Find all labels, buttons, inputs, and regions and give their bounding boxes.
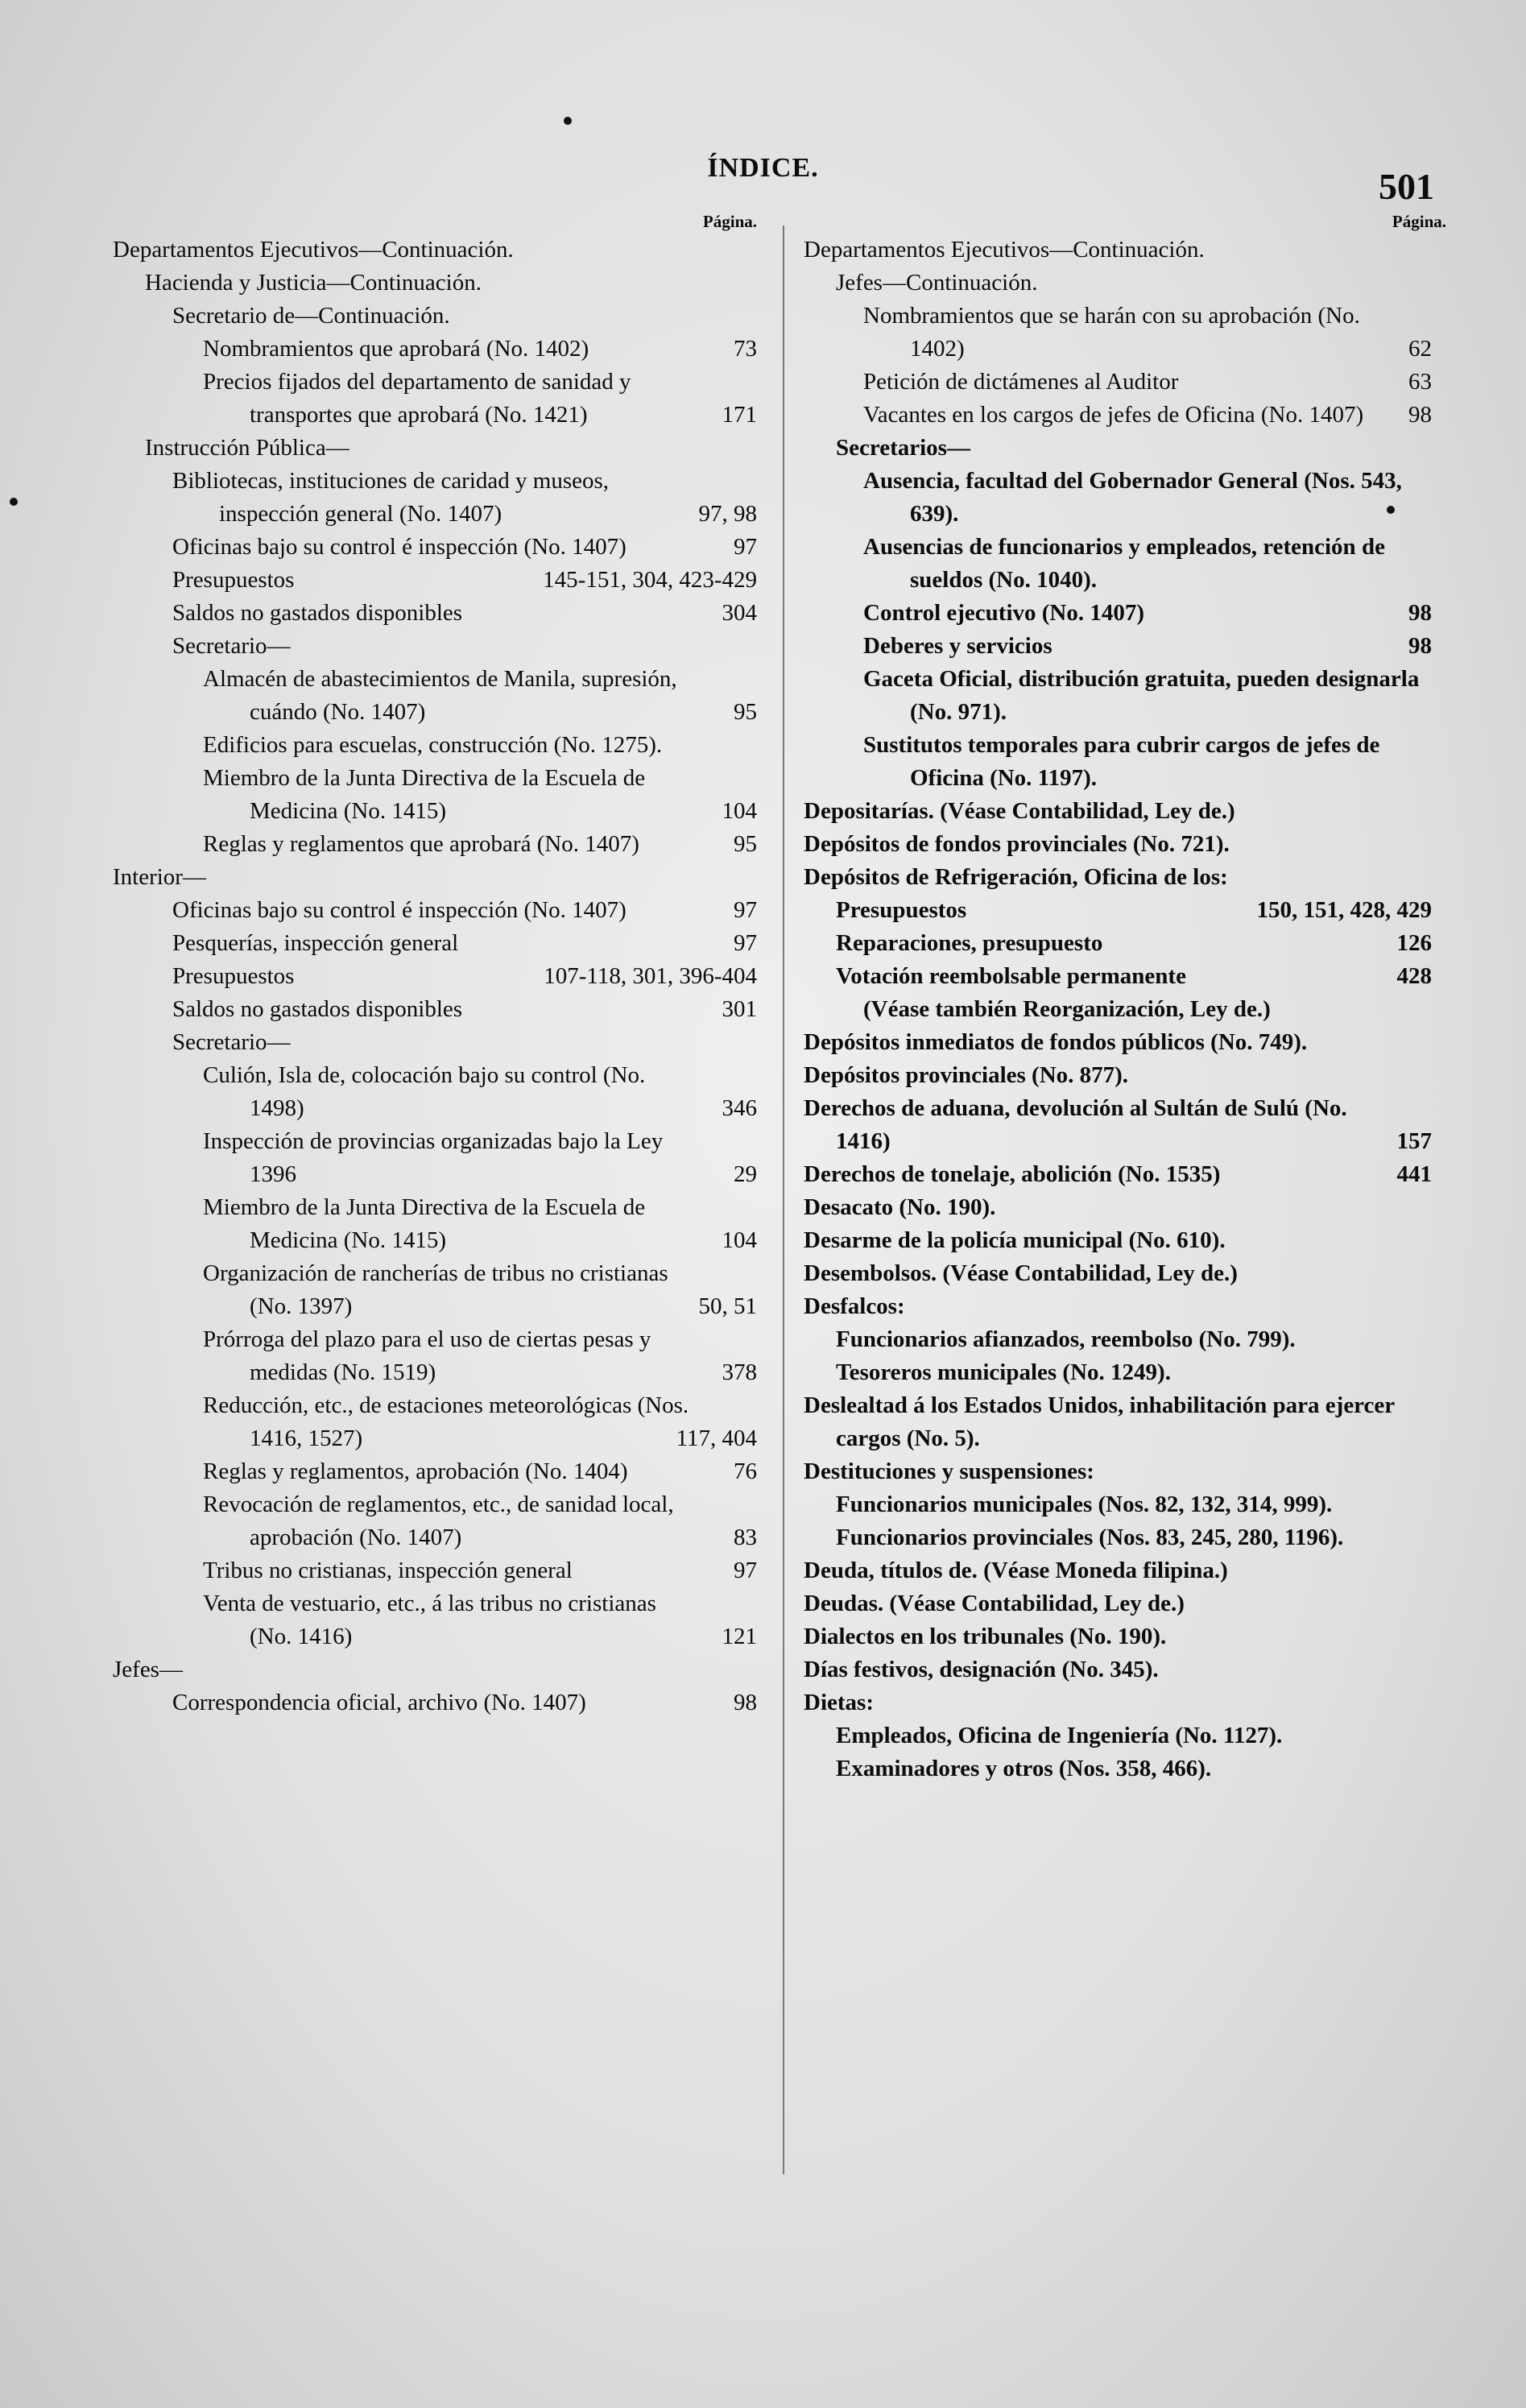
entry-text: Ausencia, facultad del Gobernador General (Nos. 543, 639). bbox=[863, 468, 1402, 527]
index-entry bbox=[804, 630, 1432, 663]
index-entry bbox=[113, 663, 757, 729]
entry-page-ref: 150, 151, 428, 429 bbox=[1256, 897, 1432, 923]
entry-text: Gaceta Oficial, distribución gratuita, pueden designarla (No. 971). bbox=[863, 666, 1420, 725]
entry-page-ref: 346 bbox=[722, 1095, 757, 1121]
ink-spot bbox=[10, 498, 18, 506]
entry-text: Ausencias de funcionarios y empleados, retención de sueldos (No. 1040). bbox=[863, 534, 1385, 593]
entry-page-ref: 62 bbox=[1408, 336, 1432, 362]
index-entry bbox=[804, 927, 1432, 960]
entry-page-ref: 378 bbox=[722, 1359, 757, 1385]
ink-spot bbox=[1387, 506, 1395, 514]
entry-text: Destituciones y suspensiones: bbox=[804, 1458, 1094, 1484]
entry-page-ref: 441 bbox=[1396, 1161, 1432, 1187]
index-entry bbox=[113, 1323, 757, 1389]
index-entry bbox=[804, 1719, 1432, 1752]
index-entry bbox=[804, 894, 1432, 927]
index-entry bbox=[804, 300, 1432, 366]
index-entry bbox=[804, 399, 1432, 432]
entry-page-ref: 97, 98 bbox=[698, 501, 757, 527]
entry-text: Culión, Isla de, colocación bajo su control (No. 1498) bbox=[203, 1062, 646, 1121]
entry-page-ref: 98 bbox=[1408, 633, 1432, 659]
index-entry bbox=[113, 1125, 757, 1191]
entry-page-ref: 29 bbox=[734, 1161, 757, 1187]
entry-text: Pesquerías, inspección general bbox=[172, 930, 459, 956]
entry-text: Secretario— bbox=[172, 1029, 291, 1055]
entry-text: Deberes y servicios bbox=[863, 633, 1052, 659]
entry-text: Venta de vestuario, etc., á las tribus no cristianas (No. 1416) bbox=[203, 1591, 656, 1649]
index-entry bbox=[113, 1686, 757, 1719]
entry-page-ref: 117, 404 bbox=[676, 1425, 757, 1451]
index-entry bbox=[113, 531, 757, 564]
entry-page-ref: 73 bbox=[734, 336, 757, 362]
index-entry bbox=[804, 1389, 1432, 1455]
index-entry bbox=[804, 663, 1432, 729]
index-entry bbox=[113, 927, 757, 960]
index-entry bbox=[804, 795, 1432, 828]
entry-text: Examinadores y otros (Nos. 358, 466). bbox=[836, 1756, 1212, 1781]
column-divider bbox=[783, 225, 784, 2174]
entry-text: Jefes— bbox=[113, 1657, 183, 1682]
entry-text: Control ejecutivo (No. 1407) bbox=[863, 600, 1145, 626]
entry-text: Departamentos Ejecutivos—Continuación. bbox=[113, 237, 514, 263]
index-entry bbox=[804, 1026, 1432, 1059]
index-entry bbox=[804, 1587, 1432, 1620]
entry-text: Funcionarios provinciales (Nos. 83, 245, 280, 1196). bbox=[836, 1525, 1344, 1550]
entry-text: Votación reembolsable permanente bbox=[836, 963, 1186, 989]
entry-text: Jefes—Continuación. bbox=[836, 270, 1038, 296]
pagina-label: Página. bbox=[702, 212, 757, 231]
index-column-right bbox=[804, 209, 1446, 1785]
index-entry bbox=[804, 1752, 1432, 1785]
entry-page-ref: 98 bbox=[734, 1690, 757, 1715]
index-entry bbox=[113, 1587, 757, 1653]
index-entry bbox=[113, 1059, 757, 1125]
entry-text: Inspección de provincias organizadas bajo la Ley 1396 bbox=[203, 1128, 664, 1187]
entry-page-ref: 97 bbox=[734, 1558, 757, 1583]
entry-text: Depósitos provinciales (No. 877). bbox=[804, 1062, 1129, 1088]
index-entry bbox=[113, 993, 757, 1026]
index-entry bbox=[804, 1257, 1432, 1290]
entry-page-ref: 126 bbox=[1396, 930, 1432, 956]
index-entry bbox=[113, 630, 757, 663]
index-entry bbox=[804, 729, 1432, 795]
index-entry bbox=[113, 1488, 757, 1554]
entry-page-ref: 97 bbox=[734, 534, 757, 560]
entry-text: Interior— bbox=[113, 864, 206, 890]
entry-text: Desarme de la policía municipal (No. 610). bbox=[804, 1227, 1226, 1253]
entry-text: Derechos de tonelaje, abolición (No. 1535) bbox=[804, 1161, 1221, 1187]
entry-text: Reducción, etc., de estaciones meteorológicas (Nos. 1416, 1527) bbox=[203, 1392, 689, 1451]
entry-text: Funcionarios afianzados, reembolso (No. 799). bbox=[836, 1326, 1296, 1352]
entry-text: Tesoreros municipales (No. 1249). bbox=[836, 1359, 1171, 1385]
index-entry bbox=[804, 1686, 1432, 1719]
index-entry bbox=[804, 1092, 1432, 1158]
entry-text: Miembro de la Junta Directiva de la Escuela de Medicina (No. 1415) bbox=[203, 1194, 646, 1253]
index-entry bbox=[804, 234, 1432, 267]
entry-page-ref: 97 bbox=[734, 930, 757, 956]
entry-text: Deslealtad á los Estados Unidos, inhabilitación para ejercer cargos (No. 5). bbox=[804, 1392, 1395, 1451]
index-entry bbox=[113, 597, 757, 630]
entry-text: Secretario de—Continuación. bbox=[172, 303, 450, 329]
entry-text: Oficinas bajo su control é inspección (No. 1407) bbox=[172, 534, 627, 560]
entry-page-ref: 157 bbox=[1396, 1128, 1432, 1154]
index-entry bbox=[804, 1488, 1432, 1521]
entry-text: Empleados, Oficina de Ingeniería (No. 1127). bbox=[836, 1723, 1283, 1748]
entry-text: Reglas y reglamentos, aprobación (No. 1404) bbox=[203, 1458, 628, 1484]
entry-page-ref: 98 bbox=[1408, 600, 1432, 626]
index-entry bbox=[804, 1455, 1432, 1488]
entry-text: Días festivos, designación (No. 345). bbox=[804, 1657, 1159, 1682]
entry-page-ref: 50, 51 bbox=[698, 1293, 757, 1319]
entry-text: Edificios para escuelas, construcción (No. 1275). bbox=[203, 732, 663, 758]
entry-text: Organización de rancherías de tribus no cristianas (No. 1397) bbox=[203, 1260, 668, 1319]
entry-page-ref: 304 bbox=[722, 600, 757, 626]
entry-text: Saldos no gastados disponibles bbox=[172, 600, 463, 626]
index-entry bbox=[804, 366, 1432, 399]
entry-text: Correspondencia oficial, archivo (No. 1407) bbox=[172, 1690, 586, 1715]
index-entry bbox=[804, 1521, 1432, 1554]
entry-page-ref: 104 bbox=[722, 1227, 757, 1253]
index-entry bbox=[804, 1653, 1432, 1686]
index-entry bbox=[804, 1224, 1432, 1257]
entry-text: (Véase también Reorganización, Ley de.) bbox=[863, 996, 1271, 1022]
entry-page-ref: 121 bbox=[722, 1624, 757, 1649]
index-entry bbox=[804, 828, 1432, 861]
index-entry bbox=[804, 1323, 1432, 1356]
index-entry bbox=[804, 1620, 1432, 1653]
running-head: ÍNDICE. bbox=[707, 153, 819, 183]
index-entry bbox=[113, 1389, 757, 1455]
index-entry bbox=[804, 597, 1432, 630]
entry-text: Dialectos en los tribunales (No. 190). bbox=[804, 1624, 1167, 1649]
pagina-label: Página. bbox=[1392, 212, 1446, 231]
index-entry bbox=[804, 1158, 1432, 1191]
entry-text: Miembro de la Junta Directiva de la Escuela de Medicina (No. 1415) bbox=[203, 765, 646, 824]
index-entry bbox=[804, 960, 1432, 993]
ink-spot bbox=[564, 117, 572, 125]
entry-text: Reglas y reglamentos que aprobará (No. 1407) bbox=[203, 831, 639, 857]
index-entry bbox=[113, 762, 757, 828]
index-entry bbox=[113, 894, 757, 927]
entry-page-ref: 83 bbox=[734, 1525, 757, 1550]
entry-list bbox=[804, 234, 1432, 1785]
index-entry bbox=[113, 300, 757, 333]
index-entry bbox=[113, 1026, 757, 1059]
entry-text: Derechos de aduana, devolución al Sultán de Sulú (No. 1416) bbox=[804, 1095, 1347, 1154]
entry-page-ref: 171 bbox=[722, 402, 757, 428]
entry-text: Depósitos inmediatos de fondos públicos (No. 749). bbox=[804, 1029, 1308, 1055]
entry-text: Reparaciones, presupuesto bbox=[836, 930, 1103, 956]
entry-page-ref: 95 bbox=[734, 831, 757, 857]
entry-text: Instrucción Pública— bbox=[145, 435, 349, 461]
index-entry bbox=[804, 1290, 1432, 1323]
entry-page-ref: 95 bbox=[734, 699, 757, 725]
index-entry bbox=[113, 366, 757, 432]
entry-text: Depositarías. (Véase Contabilidad, Ley de.) bbox=[804, 798, 1235, 824]
entry-text: Nombramientos que se harán con su aprobación (No. 1402) bbox=[863, 303, 1360, 362]
entry-page-ref: 104 bbox=[722, 798, 757, 824]
entry-text: Sustitutos temporales para cubrir cargos de jefes de Oficina (No. 1197). bbox=[863, 732, 1380, 791]
index-entry bbox=[804, 465, 1432, 531]
entry-text: Desembolsos. (Véase Contabilidad, Ley de.) bbox=[804, 1260, 1238, 1286]
index-entry bbox=[113, 465, 757, 531]
index-column-left bbox=[113, 209, 757, 1719]
index-entry bbox=[113, 1257, 757, 1323]
entry-page-ref: 76 bbox=[734, 1458, 757, 1484]
entry-text: Presupuestos bbox=[172, 567, 295, 593]
index-entry bbox=[113, 1653, 757, 1686]
entry-text: Bibliotecas, instituciones de caridad y museos, inspección general (No. 1407) bbox=[172, 468, 610, 527]
index-entry bbox=[804, 1059, 1432, 1092]
entry-page-ref: 301 bbox=[722, 996, 757, 1022]
index-entry bbox=[804, 1191, 1432, 1224]
index-entry bbox=[804, 1554, 1432, 1587]
entry-text: Vacantes en los cargos de jefes de Oficina (No. 1407) bbox=[863, 402, 1364, 428]
entry-text: Secretario— bbox=[172, 633, 291, 659]
entry-text: Departamentos Ejecutivos—Continuación. bbox=[804, 237, 1205, 263]
index-entry bbox=[113, 234, 757, 267]
entry-page-ref: 428 bbox=[1396, 963, 1432, 989]
entry-text: Deuda, títulos de. (Véase Moneda filipina.) bbox=[804, 1558, 1228, 1583]
entry-page-ref: 145-151, 304, 423-429 bbox=[543, 567, 757, 593]
entry-text: Depósitos de fondos provinciales (No. 721). bbox=[804, 831, 1230, 857]
entry-text: Precios fijados del departamento de sanidad y transportes que aprobará (No. 1421) bbox=[203, 369, 631, 428]
index-entry bbox=[113, 432, 757, 465]
index-entry bbox=[804, 1356, 1432, 1389]
index-entry bbox=[113, 729, 757, 762]
entry-text: Depósitos de Refrigeración, Oficina de los: bbox=[804, 864, 1228, 890]
entry-text: Tribus no cristianas, inspección general bbox=[203, 1558, 573, 1583]
index-entry bbox=[804, 993, 1432, 1026]
entry-page-ref: 63 bbox=[1408, 369, 1432, 395]
entry-text: Desfalcos: bbox=[804, 1293, 905, 1319]
index-entry bbox=[113, 333, 757, 366]
entry-text: Deudas. (Véase Contabilidad, Ley de.) bbox=[804, 1591, 1185, 1616]
entry-text: Nombramientos que aprobará (No. 1402) bbox=[203, 336, 589, 362]
entry-text: Petición de dictámenes al Auditor bbox=[863, 369, 1179, 395]
index-entry bbox=[113, 267, 757, 300]
index-entry bbox=[113, 1455, 757, 1488]
entry-text: Funcionarios municipales (Nos. 82, 132, 314, 999). bbox=[836, 1492, 1333, 1517]
page-number: 501 bbox=[1379, 166, 1434, 207]
index-entry bbox=[804, 861, 1432, 894]
entry-text: Desacato (No. 190). bbox=[804, 1194, 996, 1220]
entry-text: Dietas: bbox=[804, 1690, 874, 1715]
index-entry bbox=[113, 564, 757, 597]
entry-page-ref: 98 bbox=[1408, 402, 1432, 428]
entry-page-ref: 97 bbox=[734, 897, 757, 923]
entry-text: Hacienda y Justicia—Continuación. bbox=[145, 270, 482, 296]
entry-list bbox=[113, 234, 757, 1719]
index-entry bbox=[113, 960, 757, 993]
entry-text: Secretarios— bbox=[836, 435, 970, 461]
entry-text: Presupuestos bbox=[172, 963, 295, 989]
index-entry bbox=[804, 432, 1432, 465]
index-entry bbox=[804, 267, 1432, 300]
index-entry bbox=[113, 861, 757, 894]
entry-page-ref: 107-118, 301, 396-404 bbox=[544, 963, 757, 989]
entry-text: Oficinas bajo su control é inspección (No. 1407) bbox=[172, 897, 627, 923]
index-entry bbox=[113, 828, 757, 861]
index-entry bbox=[113, 1554, 757, 1587]
entry-text: Saldos no gastados disponibles bbox=[172, 996, 463, 1022]
entry-text: Revocación de reglamentos, etc., de sanidad local, aprobación (No. 1407) bbox=[203, 1492, 674, 1550]
entry-text: Prórroga del plazo para el uso de ciertas pesas y medidas (No. 1519) bbox=[203, 1326, 651, 1385]
index-entry bbox=[113, 1191, 757, 1257]
entry-text: Almacén de abastecimientos de Manila, supresión, cuándo (No. 1407) bbox=[203, 666, 677, 725]
entry-text: Presupuestos bbox=[836, 897, 967, 923]
index-entry bbox=[804, 531, 1432, 597]
